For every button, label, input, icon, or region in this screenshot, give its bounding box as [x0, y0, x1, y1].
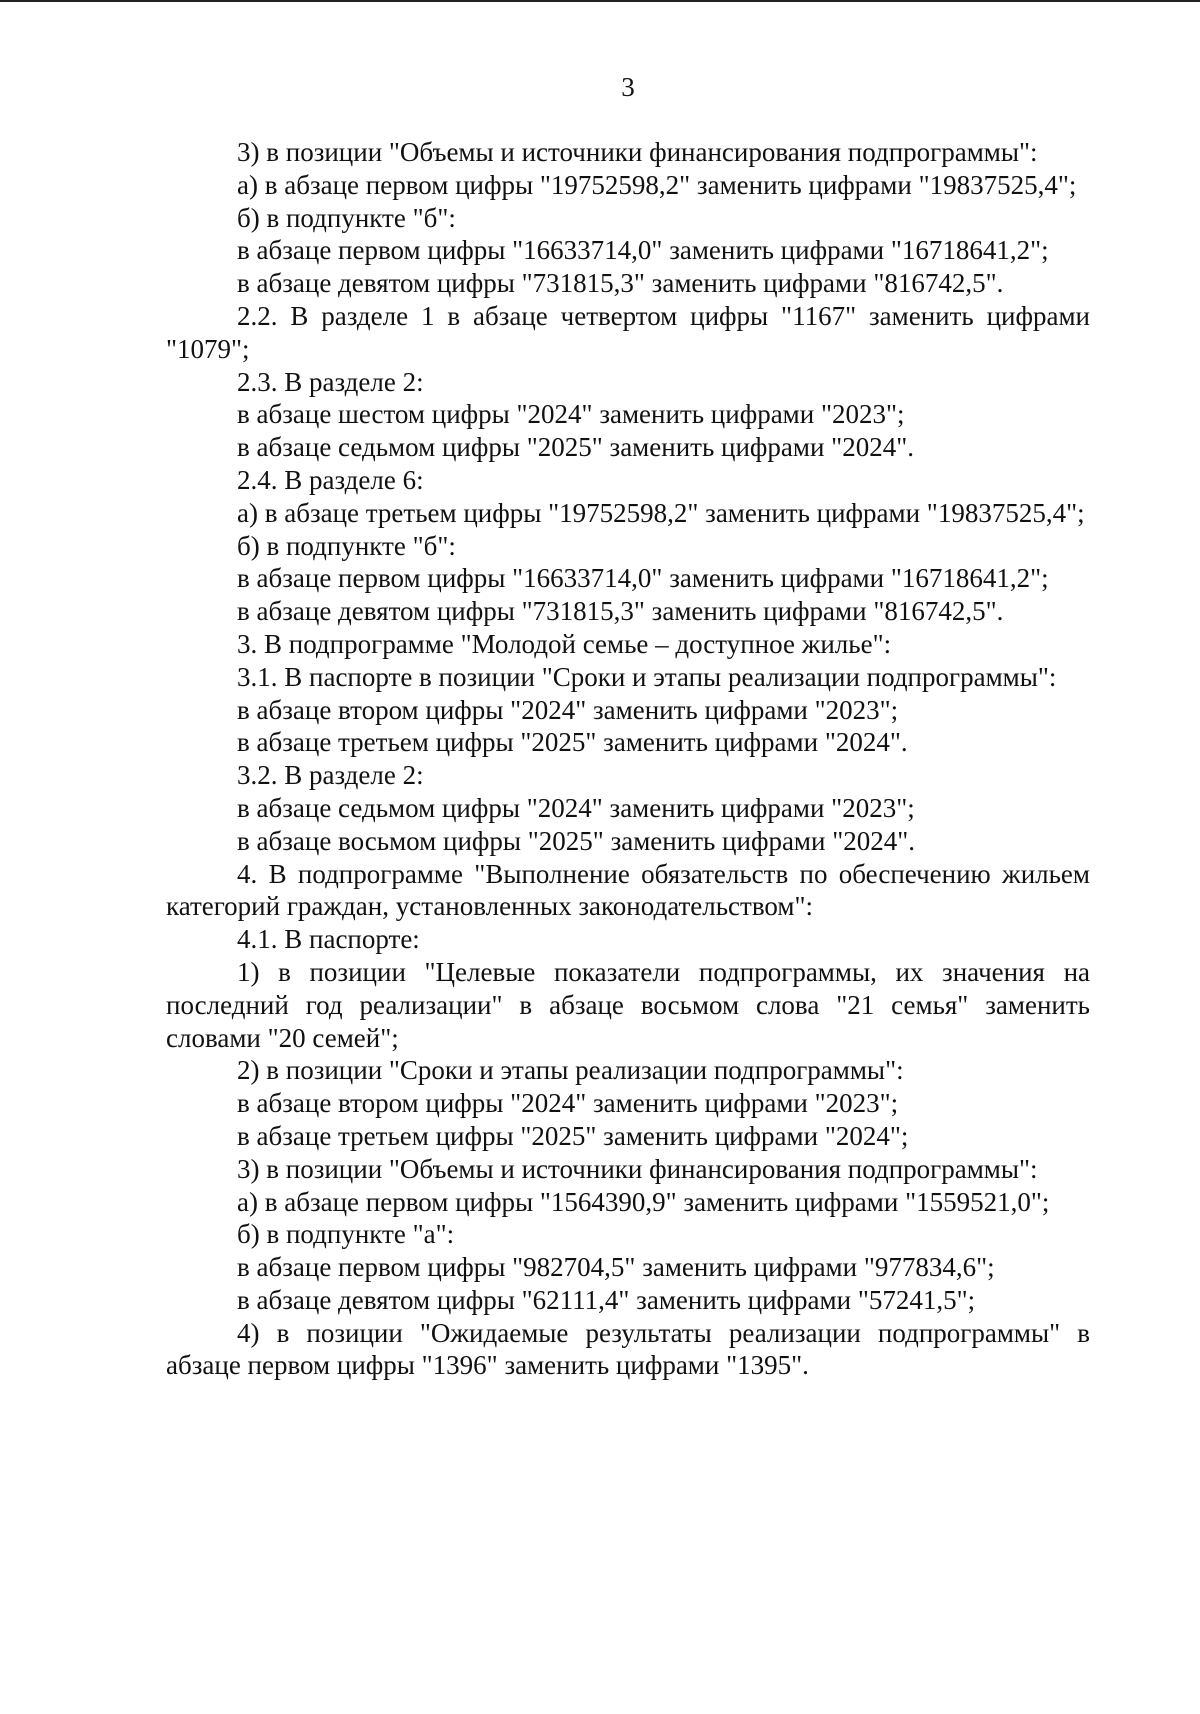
paragraph: а) в абзаце первом цифры "1564390,9" заменить цифрами "1559521,0";: [237, 1186, 1050, 1217]
document-body: [166, 136, 1090, 1382]
paragraph: в абзаце девятом цифры "62111,4" заменить цифрами "57241,5";: [237, 1284, 976, 1315]
paragraph: в абзаце первом цифры "16633714,0" заменить цифрами "16718641,2";: [237, 235, 1049, 266]
paragraph: а) в абзаце первом цифры "19752598,2" заменить цифрами "19837525,4";: [237, 169, 1077, 200]
document-page: [166, 70, 1090, 1382]
paragraph: в абзаце первом цифры "16633714,0" заменить цифрами "16718641,2";: [237, 563, 1049, 594]
paragraph: в абзаце третьем цифры "2025" заменить цифрами "2024".: [237, 727, 908, 758]
paragraph: в абзаце третьем цифры "2025" заменить цифрами "2024";: [237, 1120, 909, 1151]
paragraph: в абзаце девятом цифры "731815,3" заменить цифрами "816742,5".: [237, 596, 1004, 627]
paragraph: 3.1. В паспорте в позиции "Сроки и этапы реализации подпрограммы":: [237, 661, 1057, 692]
paragraph: в абзаце восьмом цифры "2025" заменить цифрами "2024".: [237, 825, 916, 856]
paragraph: 3.2. В разделе 2:: [237, 760, 424, 791]
paragraph: 2.3. В разделе 2:: [237, 366, 424, 397]
paragraph: в абзаце седьмом цифры "2024" заменить цифрами "2023";: [237, 792, 915, 823]
paragraph: 1) в позиции "Целевые показатели подпрограммы, их значения на последний год реализации" в абзаце восьмом слова "21 семья" заменить словами "20 семей";: [166, 956, 1090, 1053]
paragraph: б) в подпункте "б":: [237, 202, 456, 233]
paragraph: в абзаце втором цифры "2024" заменить цифрами "2023";: [237, 694, 899, 725]
paragraph: а) в абзаце третьем цифры "19752598,2" заменить цифрами "19837525,4";: [237, 497, 1085, 528]
paragraph: 3) в позиции "Объемы и источники финансирования подпрограммы":: [237, 1153, 1038, 1184]
page-number: 3: [621, 72, 635, 102]
paragraph: 3) в позиции "Объемы и источники финансирования подпрограммы":: [237, 137, 1038, 167]
paragraph: в абзаце первом цифры "982704,5" заменить цифрами "977834,6";: [237, 1252, 995, 1283]
paragraph: 4. В подпрограмме "Выполнение обязательств по обеспечению жильем категорий граждан, установленных законодательством":: [166, 858, 1090, 922]
top-edge-line: [0, 0, 1200, 2]
paragraph: в абзаце девятом цифры "731815,3" заменить цифрами "816742,5".: [237, 268, 1004, 299]
paragraph: 4) в позиции "Ожидаемые результаты реализации подпрограммы" в абзаце первом цифры "1396" заменить цифрами "1395".: [166, 1317, 1090, 1381]
paragraph: б) в подпункте "б":: [237, 530, 456, 561]
paragraph: 2.2. В разделе 1 в абзаце четвертом цифры "1167" заменить цифрами "1079";: [166, 300, 1090, 364]
paragraph: б) в подпункте "а":: [237, 1219, 455, 1250]
paragraph: в абзаце седьмом цифры "2025" заменить цифрами "2024".: [237, 432, 914, 463]
paragraph: 2.4. В разделе 6:: [237, 464, 424, 495]
paragraph: в абзаце шестом цифры "2024" заменить цифрами "2023";: [237, 399, 905, 430]
paragraph: 4.1. В паспорте:: [237, 924, 420, 955]
paragraph: 2) в позиции "Сроки и этапы реализации подпрограммы":: [237, 1055, 904, 1086]
paragraph: 3. В подпрограмме "Молодой семье – доступное жилье":: [237, 628, 892, 659]
paragraph: в абзаце втором цифры "2024" заменить цифрами "2023";: [237, 1088, 899, 1119]
